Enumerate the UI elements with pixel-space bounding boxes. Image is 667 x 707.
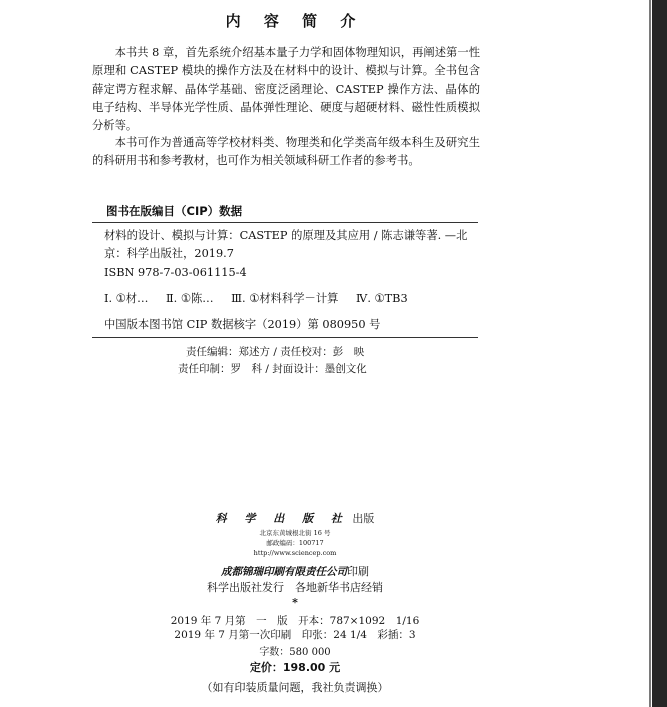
cip-description: 材料的设计、模拟与计算：CASTEP 的原理及其应用 / 陈志谦等著. —北京：科学出版社，2019.7: [104, 229, 468, 260]
cip-classification-item: Ⅰ. ①材…: [104, 292, 149, 305]
edition-line: 2019 年 7 月第 一 版 开本：787×1092 1/16: [170, 615, 420, 627]
cip-classification: [104, 290, 422, 308]
printer-line: [0, 563, 590, 579]
publisher-name: 科 学 出 版 社: [215, 512, 349, 525]
publisher-website: http://www.sciencep.com: [253, 549, 337, 557]
page-edge-line: [649, 0, 651, 707]
separator-star: *: [292, 596, 298, 609]
cip-classification-item: Ⅱ. ①陈…: [165, 292, 214, 305]
publisher-line: [0, 510, 590, 526]
cip-top-rule: [92, 222, 478, 223]
printing-line: 2019 年 7 月第一次印刷 印张：24 1/4 彩插：3: [174, 629, 416, 641]
page-edge-shadow: [652, 0, 667, 707]
publisher-postcode: 邮政编码：100717: [266, 539, 324, 547]
cip-record-number: 中国版本图书馆 CIP 数据核字（2019）第 080950 号: [104, 318, 381, 331]
cip-title: 图书在版编目（CIP）数据: [106, 204, 243, 218]
quality-notice: （如有印装质量问题，我社负责调换）: [201, 681, 389, 694]
publisher-suffix: 出版: [352, 512, 375, 525]
word-count: 字数：580 000: [259, 647, 331, 658]
page-title: 内 容 简 介: [225, 12, 365, 30]
printer-suffix: 印刷: [347, 565, 369, 578]
staff-editors: 责任编辑：郑述方 / 责任校对：彭 映: [186, 346, 365, 358]
summary-paragraph: 本书共 8 章，首先系统介绍基本量子力学和固体物理知识，再阐述第一性原理和 CASTEP 模块的操作方法及在材料中的设计、模拟与计算。全书包含薛定谔方程求解、晶体学基础、密度泛函理论、CASTEP 操作方法、晶体的电子结构、半导体光学性质、晶体弹性理论、硬度与超硬材料、磁性性质模拟分析等。: [92, 46, 480, 133]
cip-classification-item: Ⅳ. ①TB3: [356, 292, 408, 305]
cip-bottom-rule: [92, 337, 478, 338]
distribution-line: 科学出版社发行 各地新华书店经销: [207, 581, 383, 594]
price: 定价：198.00 元: [249, 661, 341, 674]
printer-name: 成都锦瑞印刷有限责任公司: [221, 566, 347, 578]
cip-isbn: ISBN 978-7-03-061115-4: [104, 266, 247, 279]
cip-classification-item: Ⅲ. ①材料科学－计算: [231, 292, 339, 305]
staff-production: 责任印制：罗 科 / 封面设计：墨创文化: [178, 363, 367, 375]
publisher-address-block: [0, 528, 590, 558]
publisher-address: 北京东黄城根北街 16 号: [259, 529, 331, 537]
summary-paragraph: 本书可作为普通高等学校材料类、物理类和化学类高年级本科生及研究生的科研用书和参考教材，也可作为相关领域科研工作者的参考书。: [92, 136, 480, 168]
